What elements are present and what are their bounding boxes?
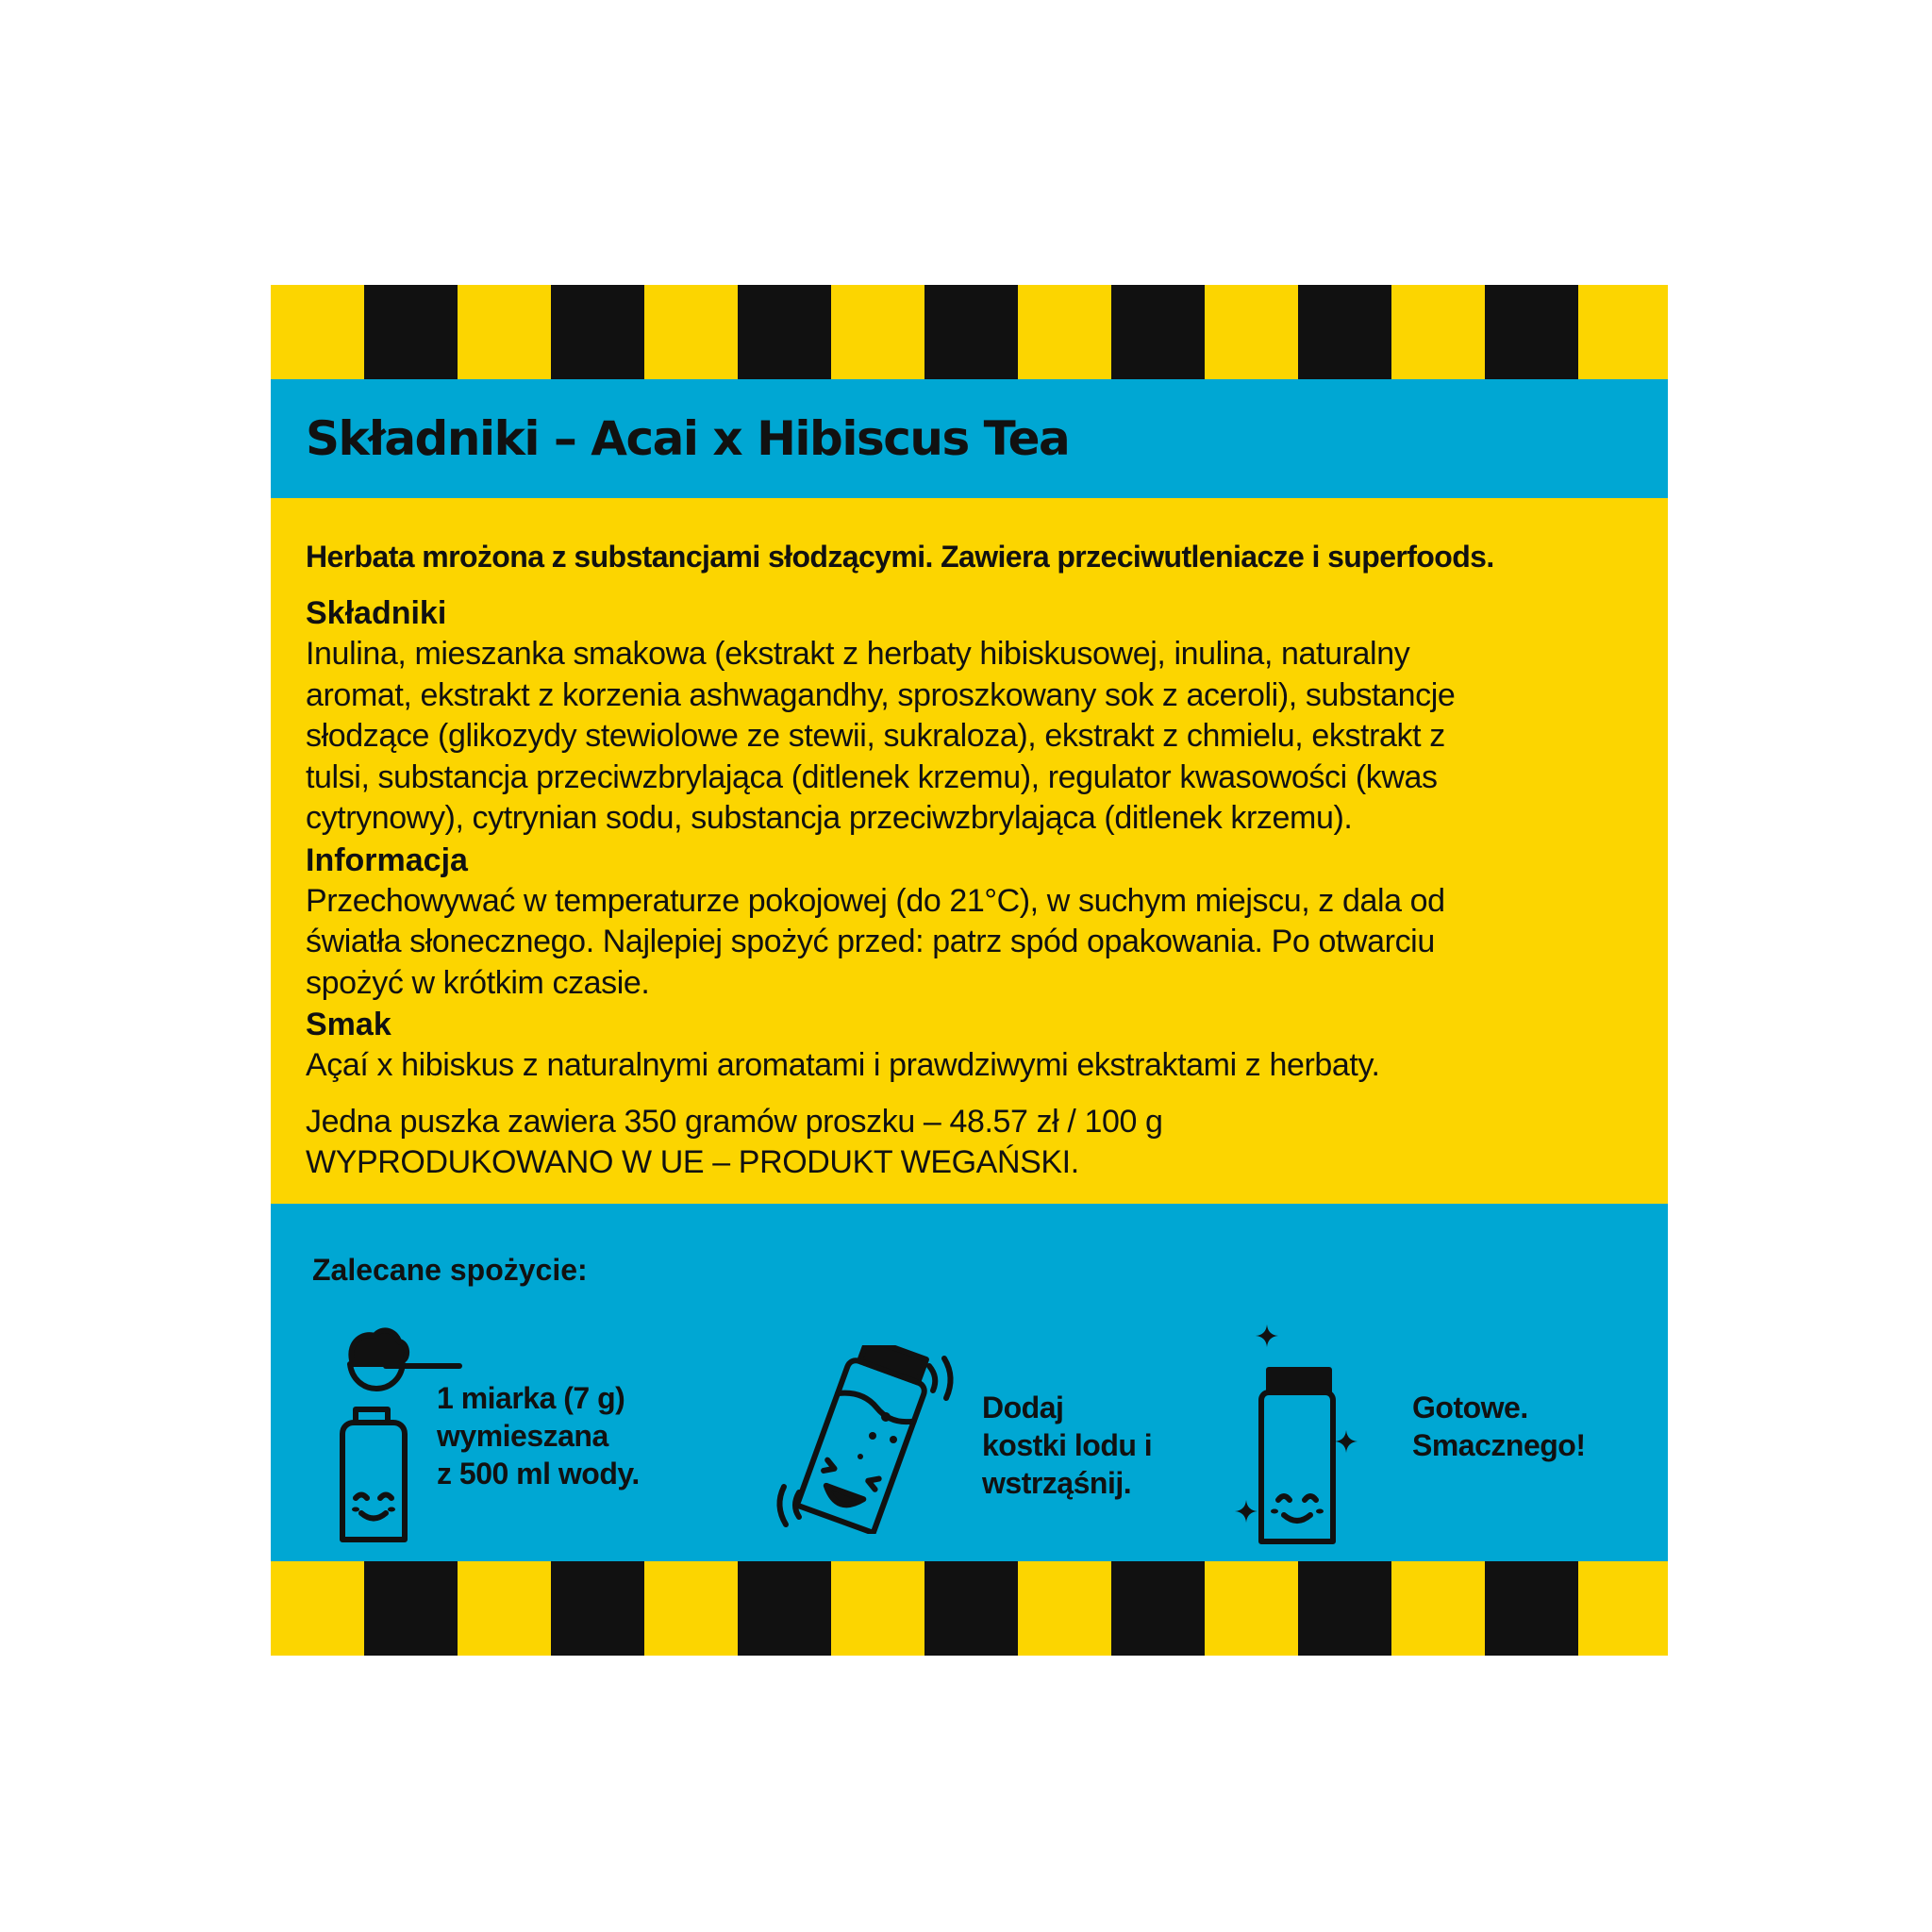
step-2-line: wstrząśnij. bbox=[982, 1466, 1132, 1500]
info-line: spożyć w krótkim czasie. bbox=[306, 964, 650, 1001]
top-checker-stripe bbox=[271, 285, 1668, 379]
product-description: Herbata mrożona z substancjami słodzącymi. Zawiera przeciwutleniacze i superfoods. bbox=[306, 540, 1494, 574]
stripe-block bbox=[924, 285, 1018, 379]
ingredients-line: cytrynowy), cytrynian sodu, substancja przeciwzbrylająca (ditlenek krzemu). bbox=[306, 800, 1353, 836]
ingredients-heading: Składniki bbox=[306, 595, 447, 631]
stripe-block bbox=[738, 285, 831, 379]
ingredients-content bbox=[271, 498, 1668, 1204]
ingredients-line: tulsi, substancja przeciwzbrylająca (ditlenek krzemu), regulator kwasowości (kwas bbox=[306, 758, 1438, 795]
taste-heading: Smak bbox=[306, 1007, 391, 1042]
page-title: Składniki – Acai x Hibiscus Tea bbox=[306, 411, 1070, 466]
shaking-bottle-icon bbox=[771, 1345, 959, 1534]
taste-line: Açaí x hibiskus z naturalnymi aromatami i prawdziwymi ekstraktami z herbaty. bbox=[306, 1047, 1380, 1083]
info-line: Przechowywać w temperaturze pokojowej (do 21°C), w suchym miejscu, z dala od bbox=[306, 882, 1445, 919]
info-line: światła słonecznego. Najlepiej spożyć przed: patrz spód opakowania. Po otwarciu bbox=[306, 924, 1435, 959]
stripe-block bbox=[924, 1561, 1018, 1656]
stripe-block bbox=[364, 1561, 458, 1656]
stripe-block bbox=[1485, 285, 1578, 379]
step-3-line: Gotowe. bbox=[1412, 1391, 1528, 1424]
title-band bbox=[271, 379, 1668, 498]
stripe-block bbox=[1298, 1561, 1391, 1656]
bottom-checker-stripe bbox=[271, 1561, 1668, 1656]
product-info-panel bbox=[271, 285, 1668, 1656]
step-1-line: wymieszana bbox=[437, 1419, 608, 1453]
stripe-block bbox=[1111, 1561, 1205, 1656]
stripe-block bbox=[738, 1561, 831, 1656]
stripe-block bbox=[551, 285, 644, 379]
step-2-line: kostki lodu i bbox=[982, 1428, 1153, 1462]
usage-title: Zalecane spożycie: bbox=[312, 1253, 588, 1287]
step-3-line: Smacznego! bbox=[1412, 1428, 1586, 1462]
package-info: Jedna puszka zawiera 350 gramów proszku – 48.57 zł / 100 g bbox=[306, 1103, 1163, 1140]
step-1-line: 1 miarka (7 g) bbox=[437, 1381, 625, 1415]
ingredients-line: Inulina, mieszanka smakowa (ekstrakt z herbaty hibiskusowej, inulina, naturalny bbox=[306, 636, 1410, 672]
usage-band bbox=[271, 1204, 1668, 1561]
stripe-block bbox=[364, 285, 458, 379]
step-3-text bbox=[1412, 1389, 1585, 1464]
stripe-block bbox=[1111, 285, 1205, 379]
step-2-line: Dodaj bbox=[982, 1391, 1064, 1424]
info-heading: Informacja bbox=[306, 841, 468, 878]
step-2-text bbox=[982, 1389, 1152, 1502]
origin-info: WYPRODUKOWANO W UE – PRODUKT WEGAŃSKI. bbox=[306, 1144, 1079, 1180]
stripe-block bbox=[551, 1561, 644, 1656]
stripe-block bbox=[1298, 285, 1391, 379]
ingredients-line: aromat, ekstrakt z korzenia ashwagandhy, sproszkowany sok z aceroli), substancje bbox=[306, 676, 1456, 713]
stripe-block bbox=[1485, 1561, 1578, 1656]
sparkling-bottle-icon bbox=[1233, 1321, 1365, 1547]
step-1-text bbox=[437, 1379, 640, 1492]
step-1-line: z 500 ml wody. bbox=[437, 1457, 640, 1491]
ingredients-line: słodzące (glikozydy stewiolowe ze stewii, sukraloza), ekstrakt z chmielu, ekstrakt z bbox=[306, 718, 1445, 754]
